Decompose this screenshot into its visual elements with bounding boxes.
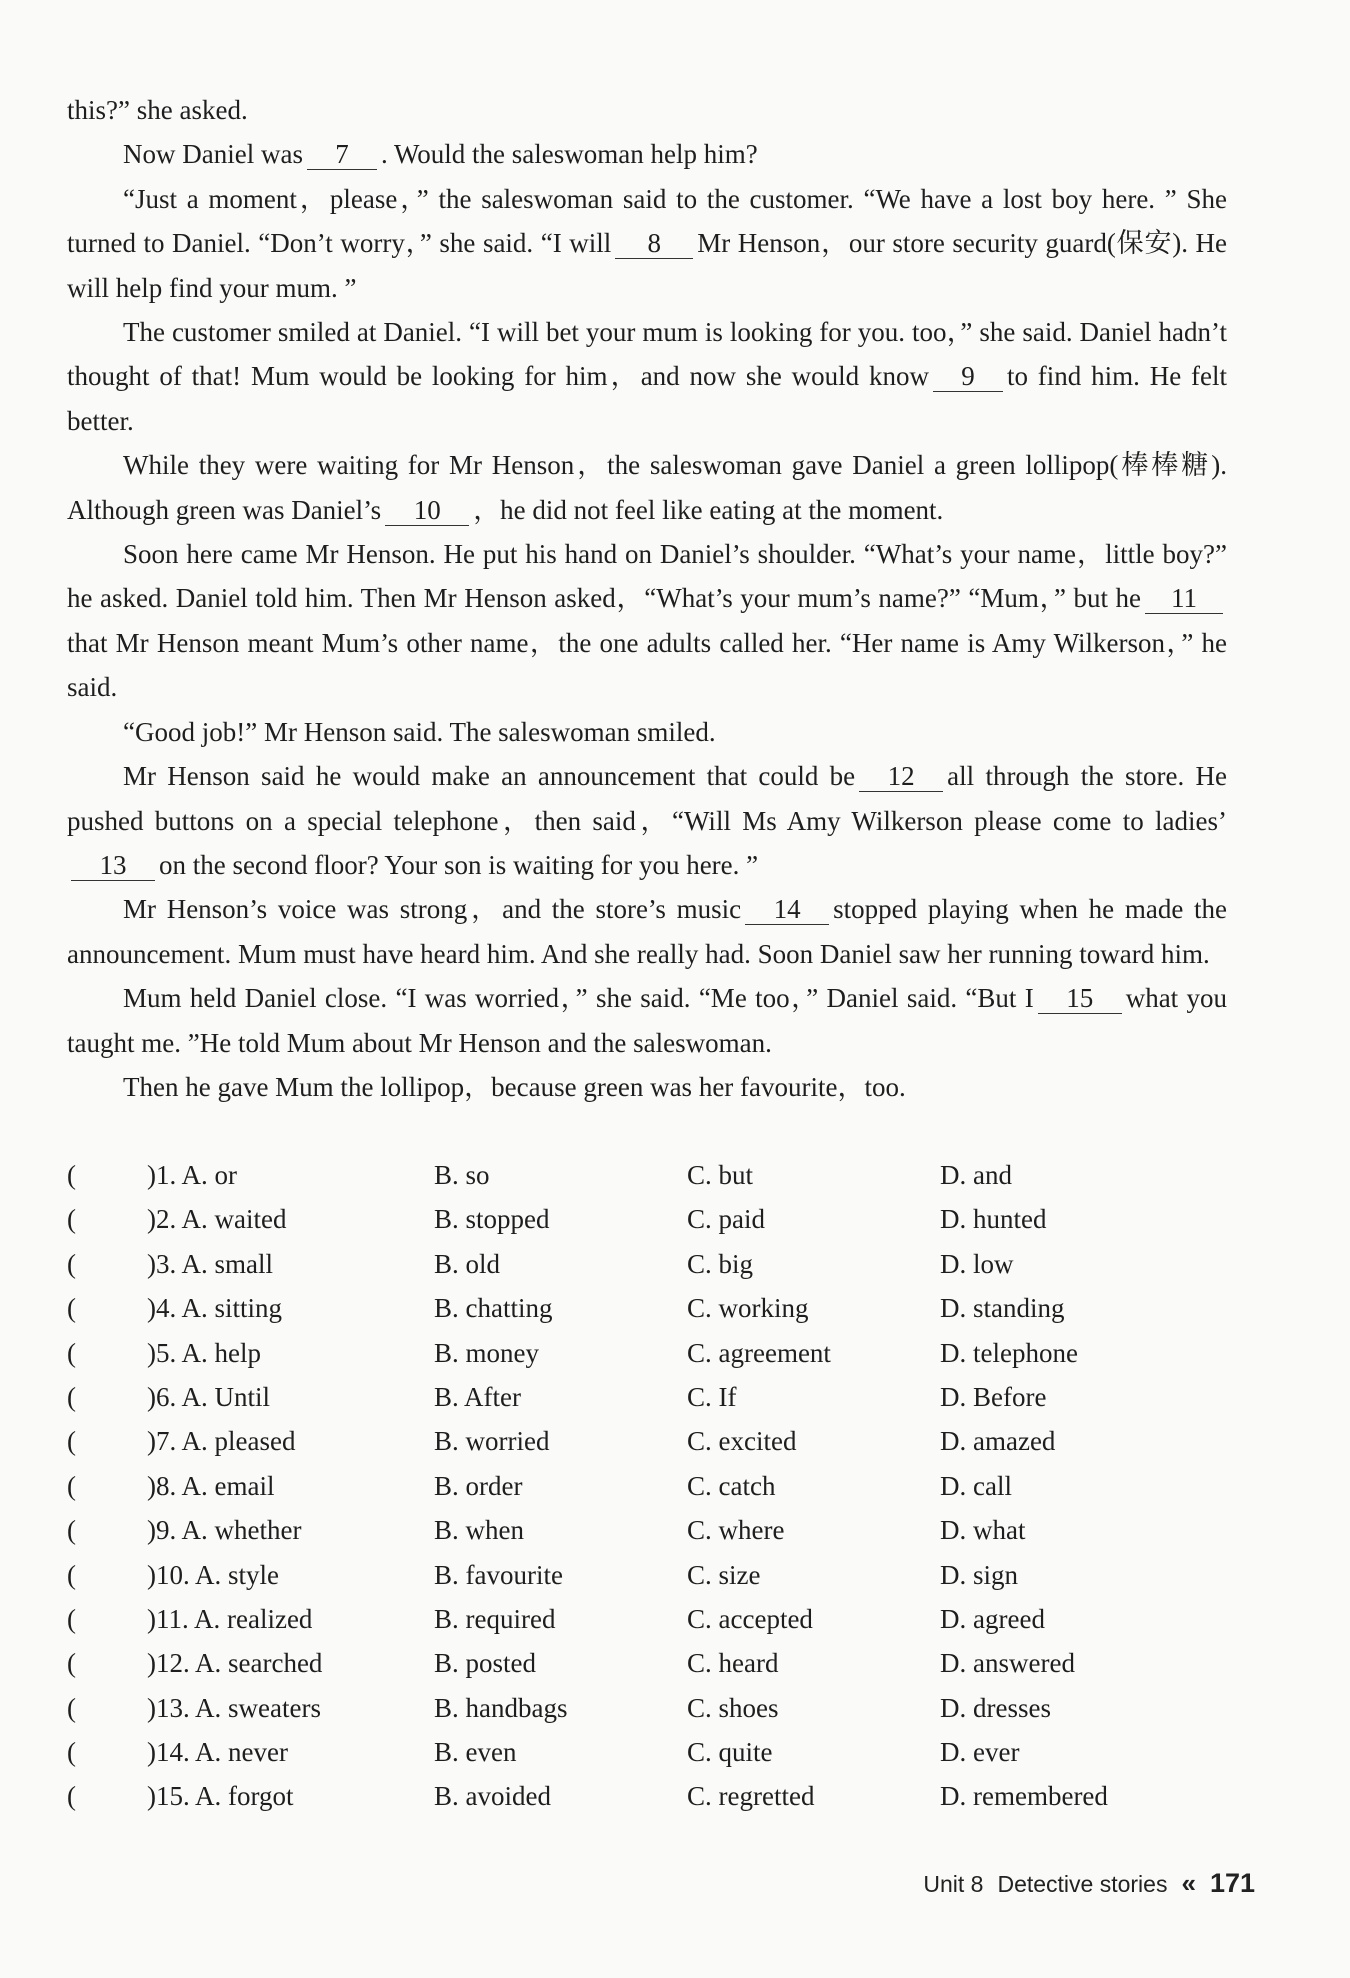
option-d[interactable]: D. standing — [940, 1293, 1065, 1324]
blank-15[interactable]: 15 — [1038, 983, 1122, 1014]
answer-bracket[interactable]: ( — [67, 1603, 76, 1634]
option-c[interactable]: C. but — [687, 1160, 754, 1190]
answer-bracket[interactable]: ( — [67, 1692, 76, 1723]
unit-label: Unit 8 — [923, 1871, 984, 1897]
page-footer — [923, 1868, 1255, 1899]
option-c[interactable]: C. agreement — [687, 1337, 831, 1368]
option-c[interactable]: C. quite — [687, 1737, 773, 1768]
text: “Just a moment，please，” the saleswoman said to the customer. “We have a lost boy here. ” She turned to Daniel. “Don’t worry，” she said. “I will — [67, 183, 1227, 259]
paragraph: this?” she asked. — [67, 95, 248, 125]
blank-11[interactable]: 11 — [1145, 583, 1223, 614]
option-d[interactable]: D. low — [940, 1248, 1014, 1279]
option-a[interactable]: )12. A. searched — [147, 1648, 323, 1679]
answer-bracket[interactable]: ( — [67, 1381, 76, 1412]
option-a[interactable]: )13. A. sweaters — [147, 1692, 321, 1723]
option-c[interactable]: C. shoes — [687, 1692, 779, 1723]
option-a[interactable]: )14. A. never — [147, 1737, 288, 1768]
text: . Would the saleswoman help him? — [380, 139, 758, 170]
option-b[interactable]: B. when — [434, 1515, 524, 1546]
option-d[interactable]: D. and — [940, 1160, 1012, 1190]
question-row — [67, 1382, 1227, 1426]
question-row — [67, 1471, 1227, 1515]
option-c[interactable]: C. heard — [687, 1648, 779, 1679]
option-a[interactable]: )10. A. style — [147, 1559, 279, 1590]
blank-8[interactable]: 8 — [615, 228, 693, 259]
question-row — [67, 1560, 1227, 1604]
reading-passage — [67, 88, 1227, 1109]
question-row — [67, 1160, 1227, 1204]
option-a[interactable]: )1. A. or — [147, 1160, 237, 1190]
text: Now Daniel was — [123, 139, 303, 170]
question-row — [67, 1426, 1227, 1470]
option-b[interactable]: B. worried — [434, 1426, 550, 1457]
question-row — [67, 1338, 1227, 1382]
option-c[interactable]: C. big — [687, 1248, 754, 1279]
option-d[interactable]: D. remembered — [940, 1781, 1108, 1812]
option-b[interactable]: B. old — [434, 1248, 501, 1279]
option-b[interactable]: B. stopped — [434, 1204, 550, 1235]
blank-13[interactable]: 13 — [71, 850, 155, 881]
option-d[interactable]: D. dresses — [940, 1692, 1051, 1723]
option-d[interactable]: D. telephone — [940, 1337, 1078, 1368]
question-row — [67, 1648, 1227, 1692]
text: Mr Henson，our store security guard(保安). He will help find your mum. ” — [67, 228, 1227, 303]
option-b[interactable]: B. posted — [434, 1648, 537, 1679]
text: all through the store. He pushed buttons on a special telephone，then said，“Will Ms Amy Wilkerson please come to ladies’ — [67, 761, 1227, 836]
answer-bracket[interactable]: ( — [67, 1204, 76, 1235]
text: on the second floor? Your son is waiting for you here. ” — [159, 849, 759, 880]
option-a[interactable]: )8. A. email — [147, 1470, 275, 1501]
text: stopped playing when he made the announcement. Mum must have heard him. And she really had. Soon Daniel saw her running toward him. — [67, 894, 1227, 969]
paragraph — [67, 177, 1227, 310]
text: to find him. He felt better. — [67, 361, 1227, 436]
option-b[interactable]: B. After — [434, 1381, 521, 1412]
answer-bracket[interactable]: ( — [67, 1293, 76, 1324]
option-b[interactable]: B. handbags — [434, 1692, 568, 1723]
option-d[interactable]: D. answered — [940, 1648, 1075, 1679]
paragraph — [67, 754, 1227, 887]
blank-14[interactable]: 14 — [745, 894, 829, 925]
text: While they were waiting for Mr Henson，the saleswoman gave Daniel a green lollipop(棒棒糖). Although green was Daniel’s — [67, 450, 1227, 525]
option-b[interactable]: B. avoided — [434, 1781, 551, 1812]
answer-bracket[interactable]: ( — [67, 1781, 76, 1812]
paragraph — [67, 887, 1227, 976]
answer-bracket[interactable]: ( — [67, 1737, 76, 1768]
option-a[interactable]: )5. A. help — [147, 1337, 261, 1368]
text: what you taught me. ”He told Mum about Mr Henson and the saleswoman. — [67, 983, 1228, 1058]
option-d[interactable]: D. sign — [940, 1559, 1019, 1590]
option-c[interactable]: C. regretted — [687, 1781, 815, 1812]
blank-12[interactable]: 12 — [859, 761, 943, 792]
question-row — [67, 1737, 1227, 1781]
option-a[interactable]: )7. A. pleased — [147, 1426, 296, 1457]
option-b[interactable]: B. money — [434, 1337, 539, 1368]
option-b[interactable]: B. order — [434, 1470, 523, 1501]
question-row — [67, 1693, 1227, 1737]
option-b[interactable]: B. even — [434, 1737, 517, 1768]
option-d[interactable]: D. agreed — [940, 1603, 1045, 1634]
paragraph — [67, 132, 1227, 176]
option-b[interactable]: B. favourite — [434, 1559, 563, 1590]
question-row — [67, 1204, 1227, 1248]
text: ，he did not feel like eating at the moment. — [473, 494, 944, 525]
text: Mr Henson’s voice was strong，and the store’s music — [123, 894, 742, 925]
answer-bracket[interactable]: ( — [67, 1337, 76, 1368]
blank-7[interactable]: 7 — [307, 139, 377, 170]
paragraph — [67, 443, 1227, 532]
option-a[interactable]: )2. A. waited — [147, 1204, 287, 1235]
answer-bracket[interactable]: ( — [67, 1248, 76, 1279]
paragraph: “Good job!” Mr Henson said. The saleswoman smiled. — [123, 716, 716, 747]
option-d[interactable]: D. call — [940, 1470, 1012, 1501]
option-b[interactable]: B. required — [434, 1603, 556, 1634]
option-d[interactable]: D. what — [940, 1515, 1026, 1546]
option-a[interactable]: )15. A. forgot — [147, 1781, 294, 1812]
double-chevron-left-icon: « — [1181, 1868, 1196, 1898]
option-c[interactable]: C. paid — [687, 1204, 765, 1235]
text: that Mr Henson meant Mum’s other name，the one adults called her. “Her name is Amy Wilkerson，” he said. — [67, 627, 1227, 703]
option-c[interactable]: C. where — [687, 1515, 785, 1546]
answer-options — [67, 1160, 1227, 1826]
option-a[interactable]: )4. A. sitting — [147, 1293, 283, 1324]
answer-bracket[interactable]: ( — [67, 1160, 76, 1190]
option-c[interactable]: C. size — [687, 1559, 761, 1590]
text: Mr Henson said he would make an announcement that could be — [123, 761, 856, 792]
text: Soon here came Mr Henson. He put his hand on Daniel’s shoulder. “What’s your name，little boy?” he asked. Daniel told him. Then Mr Henson asked，“What’s your mum’s name?” “Mum，” but he — [67, 539, 1227, 614]
option-d[interactable]: D. ever — [940, 1737, 1020, 1768]
option-a[interactable]: )11. A. realized — [147, 1603, 313, 1634]
option-c[interactable]: C. catch — [687, 1470, 776, 1501]
text: The customer smiled at Daniel. “I will bet your mum is looking for you. too，” she said. Daniel hadn’t thought of that! Mum would be looking for him，and now she would know — [67, 317, 1227, 392]
paragraph — [67, 976, 1227, 1065]
unit-title: Detective stories — [997, 1871, 1168, 1897]
answer-bracket[interactable]: ( — [67, 1515, 76, 1546]
question-row — [67, 1515, 1227, 1559]
answer-bracket[interactable]: ( — [67, 1559, 76, 1590]
option-b[interactable]: B. so — [434, 1160, 490, 1190]
option-a[interactable]: )3. A. small — [147, 1248, 273, 1279]
question-row — [67, 1781, 1227, 1825]
text: Mum held Daniel close. “I was worried，” she said. “Me too，” Daniel said. “But I — [123, 983, 1034, 1014]
blank-9[interactable]: 9 — [933, 361, 1003, 392]
option-c[interactable]: C. If — [687, 1381, 737, 1412]
answer-bracket[interactable]: ( — [67, 1470, 76, 1501]
answer-bracket[interactable]: ( — [67, 1426, 76, 1457]
paragraph — [67, 532, 1227, 710]
page-number: 171 — [1209, 1868, 1255, 1898]
blank-10[interactable]: 10 — [385, 495, 469, 526]
question-row — [67, 1249, 1227, 1293]
option-d[interactable]: D. Before — [940, 1381, 1047, 1412]
answer-bracket[interactable]: ( — [67, 1648, 76, 1679]
option-b[interactable]: B. chatting — [434, 1293, 553, 1324]
option-a[interactable]: )6. A. Until — [147, 1381, 271, 1412]
option-c[interactable]: C. excited — [687, 1426, 797, 1457]
paragraph — [67, 310, 1227, 443]
question-row — [67, 1604, 1227, 1648]
option-c[interactable]: C. accepted — [687, 1603, 813, 1634]
option-c[interactable]: C. working — [687, 1293, 809, 1324]
paragraph: Then he gave Mum the lollipop，because green was her favourite，too. — [123, 1071, 906, 1102]
option-d[interactable]: D. amazed — [940, 1426, 1056, 1457]
question-row — [67, 1293, 1227, 1337]
option-d[interactable]: D. hunted — [940, 1204, 1047, 1235]
option-a[interactable]: )9. A. whether — [147, 1515, 302, 1546]
